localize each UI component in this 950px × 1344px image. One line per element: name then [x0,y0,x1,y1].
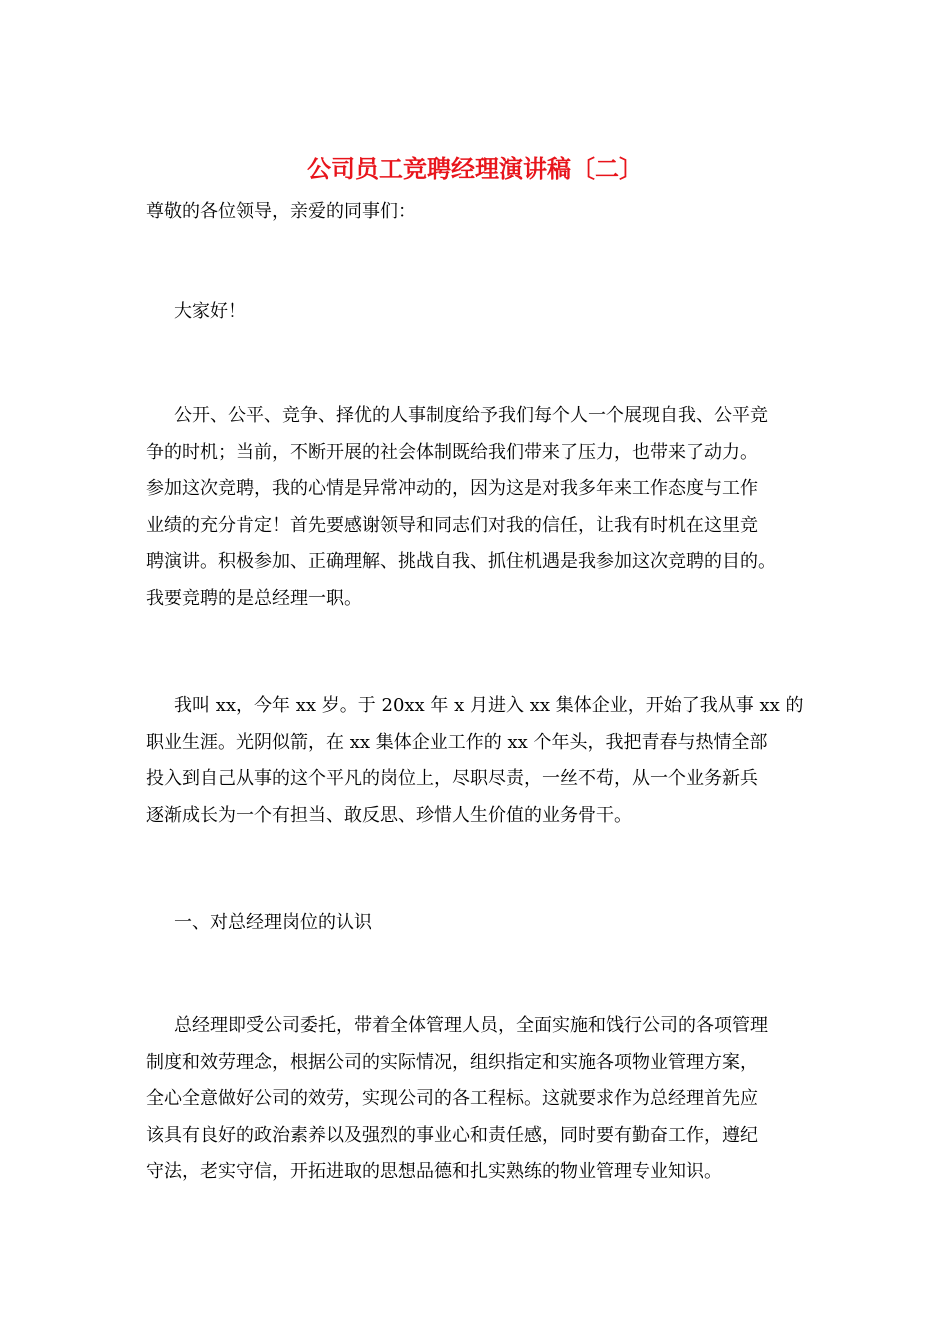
paragraph-line: 争的时机；当前，不断开展的社会体制既给我们带来了压力，也带来了动力。 [146,441,758,463]
greeting: 大家好！ [174,301,246,322]
paragraph-line: 全心全意做好公司的效劳，实现公司的各工程标。这就要求作为总经理首先应 [146,1088,758,1110]
salutation: 尊敬的各位领导，亲爱的同事们： [146,201,416,222]
paragraph-line: 守法，老实守信，开拓进取的思想品德和扎实熟练的物业管理专业知识。 [146,1161,722,1183]
paragraph-1 [146,398,814,618]
paragraph-line: 该具有良好的政治素养以及强烈的事业心和责任感，同时要有勤奋工作，遵纪 [146,1124,758,1146]
paragraph-line: 投入到自己从事的这个平凡的岗位上，尽职尽责，一丝不苟，从一个业务新兵 [146,768,758,790]
paragraph-2 [146,688,814,834]
paragraph-line: 职业生涯。光阴似箭，在 xx 集体企业工作的 xx 个年头，我把青春与热情全部 [146,731,768,753]
paragraph-line: 总经理即受公司委托，带着全体管理人员，全面实施和饯行公司的各项管理 [174,1015,768,1036]
paragraph-line: 聘演讲。积极参加、正确理解、挑战自我、抓住机遇是我参加这次竞聘的目的。 [146,551,776,573]
section-heading: 一、对总经理岗位的认识 [174,912,372,933]
paragraph-line: 我要竞聘的是总经理一职。 [146,587,362,609]
paragraph-line: 公开、公平、竞争、择优的人事制度给予我们每个人一个展现自我、公平竞 [174,405,768,426]
paragraph-line: 我叫 xx，今年 xx 岁。于 20xx 年 x 月进入 xx 集体企业，开始了我从事 xx 的 [174,695,804,716]
paragraph-line: 参加这次竞聘，我的心情是异常冲动的，因为这是对我多年来工作态度与工作 [146,478,758,500]
paragraph-line: 制度和效劳理念，根据公司的实际情况，组织指定和实施各项物业管理方案， [146,1051,758,1073]
document-title: 公司员工竞聘经理演讲稿〔二〕 [307,154,643,183]
paragraph-line: 业绩的充分肯定！首先要感谢领导和同志们对我的信任，让我有时机在这里竞 [146,514,758,536]
paragraph-line: 逐渐成长为一个有担当、敢反思、珍惜人生价值的业务骨干。 [146,804,632,826]
paragraph-3 [146,1008,814,1191]
